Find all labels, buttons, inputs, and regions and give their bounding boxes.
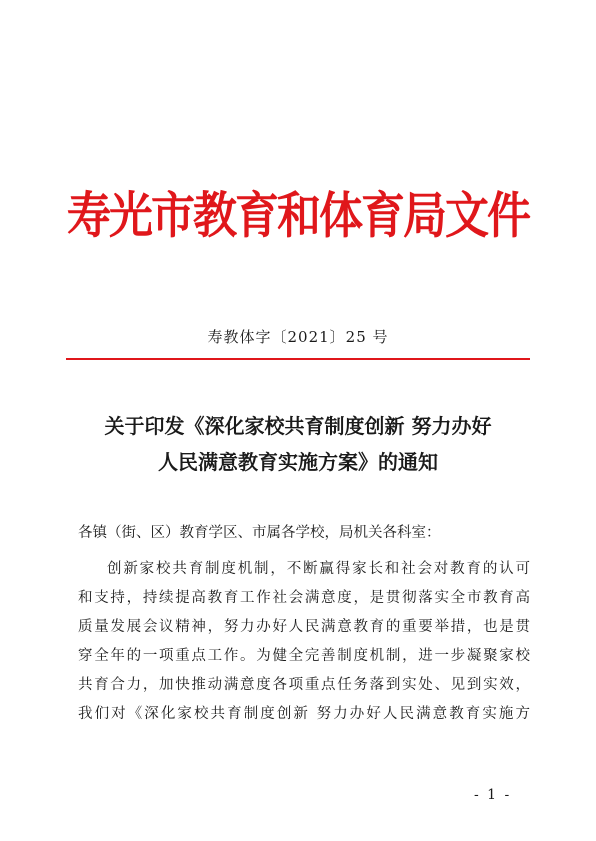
body-line: 穿全年的一项重点工作。为健全完善制度机制，进一步凝聚家校 xyxy=(78,648,530,664)
page-number: - 1 - xyxy=(474,787,512,803)
document-number: 寿教体字〔2021〕25 号 xyxy=(207,328,389,346)
body-line: 共育合力，加快推动满意度各项重点任务落到实处、见到实效， xyxy=(78,677,530,693)
document-title xyxy=(40,408,556,480)
body-line: 和支持，持续提高教育工作社会满意度，是贯彻落实全市教育高 xyxy=(78,590,530,606)
body-line: 我们对《深化家校共育制度创新 努力办好人民满意教育实施方 xyxy=(78,706,530,722)
issuing-authority-header: 寿光市教育和体育局文件 xyxy=(67,187,529,245)
document-title-line-1: 关于印发《深化家校共育制度创新 努力办好 xyxy=(104,414,492,438)
salutation: 各镇（街、区）教育学区、市属各学校，局机关各科室： xyxy=(78,525,441,541)
body-line: 创新家校共育制度机制，不断赢得家长和社会对教育的认可 xyxy=(107,561,530,577)
body-line: 质量发展会议精神，努力办好人民满意教育的重要举措，也是贯 xyxy=(78,619,530,635)
red-separator-line xyxy=(66,358,530,360)
body-paragraph xyxy=(78,559,530,733)
document-title-line-2: 人民满意教育实施方案》的通知 xyxy=(158,450,438,474)
